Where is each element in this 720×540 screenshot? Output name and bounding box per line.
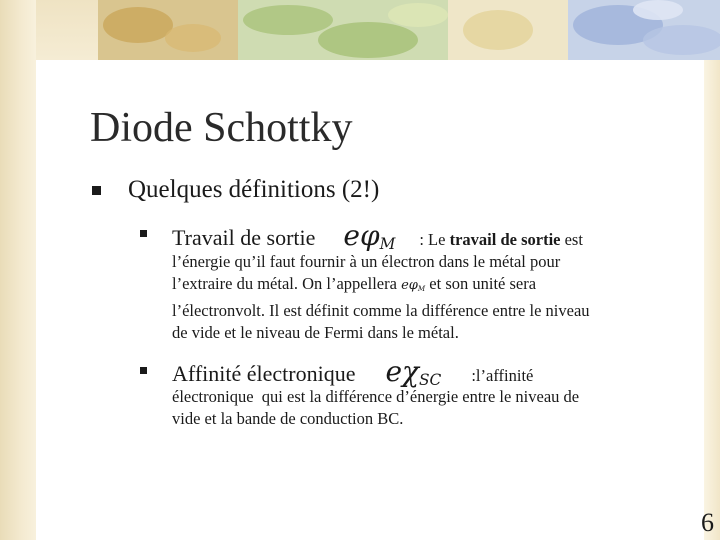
symbol-subscript: M	[379, 234, 396, 253]
definition-intro: :l’affinité	[471, 366, 534, 385]
paragraph-line	[172, 273, 692, 300]
symbol-main: eφ	[343, 219, 380, 252]
slide-title: Diode Schottky	[90, 105, 353, 151]
paragraph-line: l’énergie qu’il faut fournir à un électron dans le métal pour	[172, 252, 561, 271]
leaf-banner-graphic	[98, 0, 720, 60]
bold-term: travail de sortie	[449, 230, 561, 249]
decorative-frame-left	[0, 0, 36, 540]
item-label: Affinité électronique	[172, 361, 356, 386]
after-bold: est	[560, 230, 583, 249]
paragraph-line: vide et la bande de conduction BC.	[172, 409, 404, 428]
electron-affinity-symbol	[385, 355, 441, 388]
bullet-quelques-definitions: Quelques définitions (2!)	[128, 176, 380, 203]
symbol-main: eχ	[385, 355, 420, 388]
definition-intro	[419, 230, 583, 249]
line-text: et son unité sera	[425, 274, 537, 293]
paragraph-line: l’électronvolt. Il est définit comme la différence entre le niveau	[172, 300, 590, 320]
item-travail-de-sortie-header	[172, 219, 583, 253]
page-number: 6	[701, 508, 714, 537]
leaf-banner-image	[98, 0, 720, 60]
paragraph-line: de vide et le niveau de Fermi dans le métal.	[172, 322, 459, 342]
line-text: l’extraire du métal. On l’appellera	[172, 274, 402, 293]
paragraph-line: électronique qui est la différence d’énergie entre le niveau de	[172, 387, 580, 406]
decorative-frame-right	[704, 0, 720, 540]
work-function-symbol	[343, 219, 395, 252]
item-travail-de-sortie-paragraph	[172, 251, 692, 344]
symbol-subscript: M	[417, 283, 426, 293]
bullet-square-icon	[92, 186, 101, 195]
symbol-subscript: SC	[419, 370, 442, 389]
colon-intro: : Le	[419, 230, 450, 249]
bullet-square-icon	[140, 230, 147, 237]
item-affinite-electronique-paragraph	[172, 386, 692, 430]
work-function-symbol-inline	[401, 278, 425, 293]
item-affinite-electronique-header	[172, 355, 533, 389]
bullet-square-icon	[140, 367, 147, 374]
item-label: Travail de sortie	[172, 225, 316, 250]
symbol-main: eφ	[401, 278, 418, 293]
